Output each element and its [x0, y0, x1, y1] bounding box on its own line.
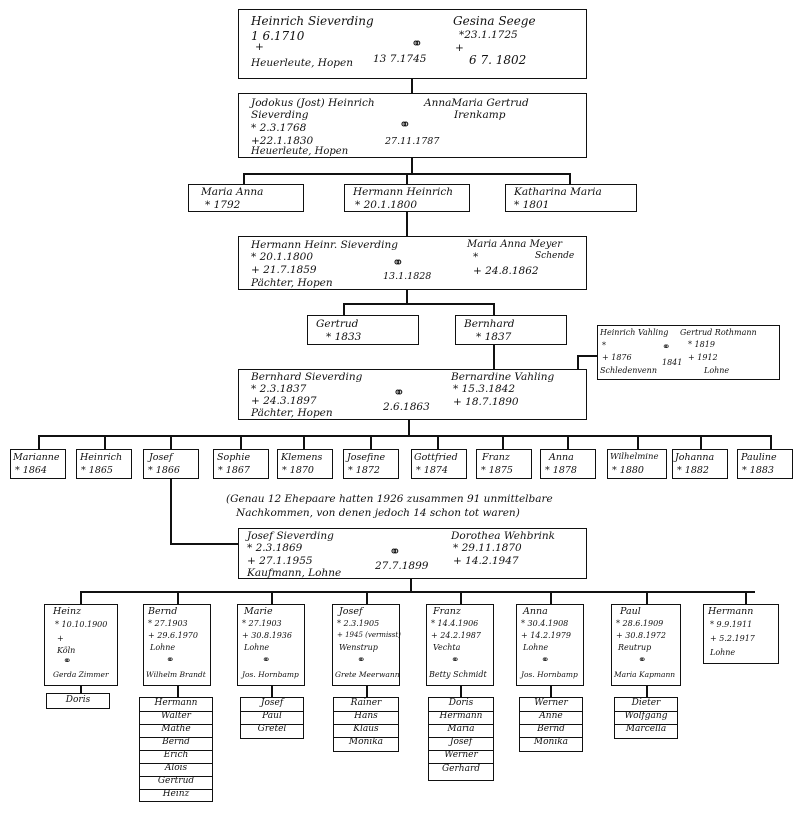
list-item: Bernd — [162, 737, 190, 747]
list-item: Rainer — [350, 698, 382, 708]
marriage-rings-icon: ⚭ — [63, 656, 72, 667]
gen1-husband-death: + — [255, 41, 264, 53]
person-name: Josef — [339, 606, 363, 617]
person-name: Hermann Heinrich — [353, 186, 453, 198]
spouse-name: Jos. Hornbamp — [521, 670, 578, 679]
marriage-rings-icon: ⚭ — [662, 342, 671, 353]
grandchildren-list — [614, 697, 678, 739]
list-item: Monika — [533, 737, 569, 747]
gen4-marriage-date: 2.6.1863 — [383, 401, 430, 413]
person-box[interactable] — [332, 604, 400, 686]
person-name: Katharina Maria — [514, 186, 602, 198]
gen1-wife-death-mark: + — [455, 42, 464, 54]
grandchildren-list — [428, 697, 494, 781]
list-item: Erich — [163, 750, 189, 760]
gen5-occupation: Kaufmann, Lohne — [247, 567, 342, 579]
note-line-1: (Genau 12 Ehepaare hatten 1926 zusammen 91 unmittelbare — [226, 493, 553, 505]
gen3-husband-death: + 21.7.1859 — [251, 264, 317, 276]
gen5-wife-name: Dorothea Wehbrink — [451, 530, 556, 542]
gen4-husband-name: Bernhard Sieverding — [251, 371, 363, 383]
list-item: Werner — [534, 698, 568, 708]
gen5-wife-birth: * 29.11.1870 — [453, 542, 522, 554]
person-death: + 30.8.1972 — [616, 631, 666, 640]
person-birth: * 1864 — [15, 465, 47, 476]
generation3-couple-box[interactable] — [238, 236, 587, 290]
marriage-rings-icon: ⚭ — [357, 655, 366, 666]
gen3-wife-death: + 24.8.1862 — [473, 265, 539, 277]
gen2-marriage-date: 27.11.1787 — [385, 136, 440, 147]
person-birth: * 28.6.1909 — [616, 619, 664, 628]
list-item: Wolfgang — [624, 711, 668, 721]
person-name: Heinrich — [80, 452, 123, 463]
person-name: Johanna — [675, 452, 715, 463]
gen1-marriage-date: 13 7.1745 — [373, 53, 427, 65]
gen1-husband-birth: 1 6.1710 — [251, 29, 305, 43]
marriage-rings-icon: ⚭ — [166, 655, 175, 666]
list-item: Hermann — [154, 698, 198, 708]
person-birth: * 1870 — [282, 465, 314, 476]
spouse-name: Betty Schmidt — [429, 670, 487, 679]
gen4-wife-birth: * 15.3.1842 — [453, 383, 516, 395]
person-box[interactable] — [540, 449, 596, 479]
gen2-wife-surname: Irenkamp — [454, 109, 506, 121]
person-box[interactable] — [237, 604, 305, 686]
person-death: + 5.2.1917 — [710, 634, 755, 643]
gen2-husband-name: Jodokus (Jost) Heinrich — [251, 97, 375, 109]
person-place: Lohne — [244, 643, 270, 652]
generation5-couple-box[interactable] — [238, 528, 587, 579]
person-birth: * 1874 — [416, 465, 448, 476]
marriage-rings-icon: ⚭ — [262, 655, 271, 666]
gen4-wife-name: Bernardine Vahling — [451, 371, 555, 383]
marriage-rings-icon: ⚭ — [451, 655, 460, 666]
person-birth: * 30.4.1908 — [521, 619, 569, 628]
list-item: Heinz — [162, 789, 190, 799]
gen3-wife-birth: * — [473, 251, 479, 263]
person-place: Lohne — [150, 643, 176, 652]
list-item: Gertrud — [157, 776, 195, 786]
person-birth: * 1878 — [545, 465, 577, 476]
person-birth: * 1837 — [476, 331, 512, 343]
marriage-rings-icon: ⚭ — [541, 655, 550, 666]
list-item: Monika — [348, 737, 384, 747]
marriage-rings-icon: ⚭ — [389, 544, 401, 560]
person-box[interactable] — [737, 449, 793, 479]
gen3-wife-name: Maria Anna Meyer — [467, 239, 563, 250]
person-box[interactable] — [307, 315, 419, 345]
gen4-husband-birth: * 2.3.1837 — [251, 383, 307, 395]
person-name: Paul — [620, 606, 641, 617]
person-birth: * 1882 — [677, 465, 709, 476]
spouse-name: Grete Meerwann — [335, 670, 400, 679]
gen2-husband-surname: Sieverding — [251, 109, 309, 121]
person-box[interactable] — [344, 184, 470, 212]
person-name: Josefine — [347, 452, 386, 463]
person-birth: * 27.1903 — [242, 619, 282, 628]
person-name: Franz — [433, 606, 461, 617]
person-name: Sophie — [217, 452, 251, 463]
person-death: + 30.8.1936 — [242, 631, 292, 640]
person-name: Maria Anna — [201, 186, 264, 198]
person-box[interactable] — [505, 184, 637, 212]
person-birth: * 20.1.1800 — [355, 199, 418, 211]
gen1-wife-birth: *23.1.1725 — [459, 29, 518, 41]
list-item: Maria — [447, 724, 475, 734]
spouse-name: Maria Kapmann — [614, 670, 676, 679]
person-box[interactable] — [426, 604, 494, 686]
person-box[interactable] — [476, 449, 532, 479]
marriage-rings-icon: ⚭ — [399, 117, 411, 133]
person-box[interactable] — [277, 449, 333, 479]
note-line-2: Nachkommen, von denen jedoch 14 schon tot waren) — [236, 507, 520, 519]
person-place: Vechta — [433, 643, 461, 652]
list-item: Doris — [65, 695, 91, 705]
person-name: Pauline — [741, 452, 777, 463]
person-name: Wilhelmine — [610, 452, 659, 462]
person-box[interactable] — [143, 604, 211, 686]
list-item: Alois — [164, 763, 188, 773]
person-birth: * 14.4.1906 — [431, 619, 479, 628]
inlaw-wife-death: + 1912 — [688, 353, 718, 362]
person-place: Reutrup — [618, 643, 652, 652]
gen3-marriage-date: 13.1.1828 — [383, 271, 432, 282]
gen3-husband-birth: * 20.1.1800 — [251, 251, 314, 263]
person-box[interactable] — [672, 449, 728, 479]
marriage-rings-icon: ⚭ — [392, 255, 404, 271]
marriage-rings-icon: ⚭ — [638, 655, 647, 666]
person-death: + — [57, 634, 64, 643]
list-item: Hans — [354, 711, 378, 721]
list-item: Dieter — [631, 698, 661, 708]
inlaw-wife-name: Gertrud Rothmann — [680, 328, 757, 337]
person-box[interactable] — [611, 604, 681, 686]
person-box[interactable] — [188, 184, 304, 212]
generation4-couple-box[interactable] — [238, 369, 587, 420]
inlaw-marriage-date: 1841 — [662, 358, 683, 367]
gen2-husband-birth: * 2.3.1768 — [251, 122, 307, 134]
gen4-occupation: Pächter, Hopen — [251, 407, 333, 419]
person-box[interactable] — [143, 449, 199, 479]
person-place: Wenstrup — [339, 643, 378, 652]
list-item: Paul — [262, 711, 282, 721]
person-birth: * 1801 — [514, 199, 550, 211]
inlaw-wife-place: Lohne — [704, 366, 730, 375]
person-birth: * 10.10.1900 — [55, 620, 108, 629]
list-item: Marcella — [625, 724, 667, 734]
person-box[interactable] — [10, 449, 66, 479]
person-birth: * 1792 — [205, 199, 241, 211]
person-birth: * 1865 — [81, 465, 113, 476]
grandchildren-list — [139, 697, 213, 802]
person-birth: * 1880 — [612, 465, 644, 476]
gen5-wife-death: + 14.2.1947 — [453, 555, 519, 567]
gen1-wife-name: Gesina Seege — [453, 14, 536, 28]
person-death: + 14.2.1979 — [521, 631, 571, 640]
grandchildren-list — [46, 693, 110, 709]
person-birth: * 1875 — [481, 465, 513, 476]
person-box[interactable] — [343, 449, 399, 479]
person-place: Lohne — [523, 643, 549, 652]
gen3-husband-name: Hermann Heinr. Sieverding — [251, 239, 398, 251]
person-place: Lohne — [710, 648, 736, 657]
grandchildren-list — [240, 697, 304, 739]
marriage-rings-icon: ⚭ — [393, 385, 405, 401]
gen2-wife-name: AnnaMaria Gertrud — [424, 97, 529, 109]
list-item: Mathe — [161, 724, 191, 734]
grandchildren-list — [333, 697, 399, 752]
gen1-wife-death: 6 7. 1802 — [469, 53, 527, 67]
spouse-name: Gerda Zimmer — [53, 670, 109, 679]
person-birth: * 1872 — [348, 465, 380, 476]
spouse-name: Jos. Hornbamp — [242, 670, 299, 679]
person-name: Klemens — [281, 452, 323, 463]
gen2-occupation: Heuerleute, Hopen — [251, 146, 349, 157]
gen5-husband-name: Josef Sieverding — [247, 530, 334, 542]
person-name: Franz — [482, 452, 510, 463]
gen3-wife-place: Schende — [535, 251, 575, 261]
person-place: Köln — [57, 646, 76, 655]
in-laws-couple-box[interactable] — [597, 325, 780, 380]
person-death: + 1945 (vermisst) — [337, 631, 401, 639]
list-item: Doris — [448, 698, 474, 708]
person-birth: * 1883 — [742, 465, 774, 476]
person-birth: * 27.1903 — [148, 619, 188, 628]
person-birth: * 1867 — [218, 465, 250, 476]
gen5-marriage-date: 27.7.1899 — [375, 560, 429, 572]
person-name: Gottfried — [414, 452, 458, 463]
gen4-husband-death: + 24.3.1897 — [251, 395, 317, 407]
list-item: Bernd — [537, 724, 565, 734]
person-birth: * 1833 — [326, 331, 362, 343]
person-name: Hermann — [708, 606, 754, 617]
person-name: Heinz — [53, 606, 82, 617]
gen2-husband-death: +22.1.1830 — [251, 135, 314, 147]
person-name: Bernhard — [464, 318, 515, 330]
person-box[interactable] — [703, 604, 779, 664]
list-item: Walter — [161, 711, 191, 721]
person-box[interactable] — [411, 449, 467, 479]
gen1-occupation: Heuerleute, Hopen — [251, 57, 353, 69]
person-box[interactable] — [516, 604, 584, 686]
person-birth: * 9.9.1911 — [710, 620, 753, 629]
list-item: Gerhard — [441, 764, 481, 774]
person-box[interactable] — [213, 449, 269, 479]
marriage-rings-icon: ⚭ — [411, 36, 423, 52]
person-birth: * 1866 — [148, 465, 180, 476]
person-box[interactable] — [455, 315, 567, 345]
person-box[interactable] — [607, 449, 667, 479]
inlaw-husband-death: + 1876 — [602, 353, 632, 362]
generation2-couple-box[interactable] — [238, 93, 587, 158]
person-name: Josef — [149, 452, 173, 463]
list-item: Anne — [539, 711, 563, 721]
gen5-husband-birth: * 2.3.1869 — [247, 542, 303, 554]
grandchildren-list — [519, 697, 583, 752]
inlaw-wife-birth: * 1819 — [688, 340, 715, 349]
generation1-couple-box[interactable] — [238, 9, 587, 79]
gen1-husband-name: Heinrich Sieverding — [251, 14, 374, 28]
inlaw-husband-name: Heinrich Vahling — [600, 328, 669, 337]
list-item: Gretel — [257, 724, 287, 734]
person-name: Anna — [549, 452, 574, 463]
person-box[interactable] — [44, 604, 118, 686]
list-item: Klaus — [353, 724, 379, 734]
person-death: + 29.6.1970 — [148, 631, 198, 640]
person-name: Anna — [523, 606, 548, 617]
gen5-husband-death: + 27.1.1955 — [247, 555, 313, 567]
gen4-wife-death: + 18.7.1890 — [453, 396, 519, 408]
spouse-name: Wilhelm Brandt — [146, 670, 206, 679]
person-name: Marianne — [13, 452, 60, 463]
inlaw-husband-birth: * — [602, 341, 606, 350]
person-box[interactable] — [76, 449, 132, 479]
person-name: Bernd — [148, 606, 178, 617]
gen3-occupation: Pächter, Hopen — [251, 277, 333, 289]
person-name: Marie — [244, 606, 273, 617]
inlaw-place: Schledenvenn — [600, 366, 657, 375]
list-item: Josef — [260, 698, 284, 708]
list-item: Hermann — [439, 711, 483, 721]
list-item: Josef — [449, 737, 473, 747]
person-birth: * 2.3.1905 — [337, 619, 380, 628]
person-death: + 24.2.1987 — [431, 631, 481, 640]
list-item: Werner — [444, 750, 478, 760]
person-name: Gertrud — [316, 318, 359, 330]
